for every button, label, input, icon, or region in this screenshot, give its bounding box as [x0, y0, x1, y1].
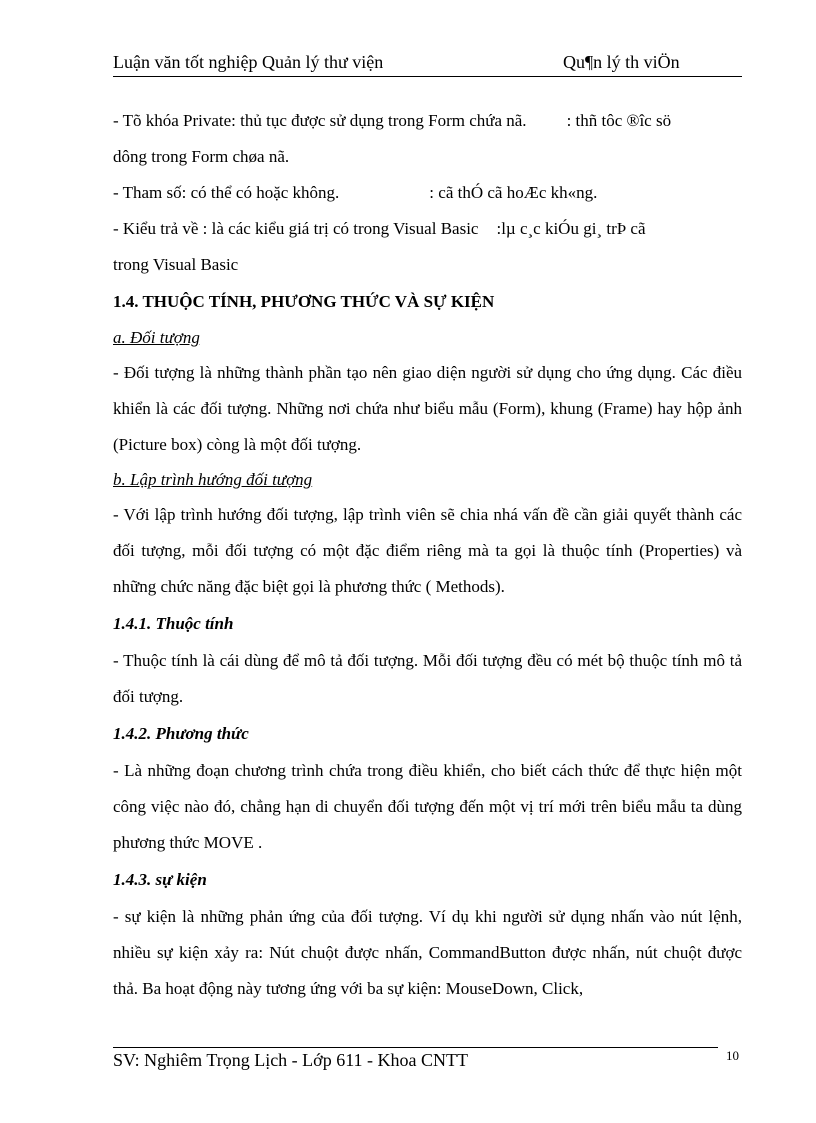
heading-1-4-1: 1.4.1. Thuộc tính: [113, 614, 234, 633]
subheading-doi-tuong: a. Đối tượng: [113, 328, 200, 347]
bullet-private: [113, 103, 742, 139]
bullet-return-type: [113, 211, 742, 247]
page-header: [113, 52, 742, 76]
paragraph-doi-tuong: - Đối tượng là những thành phần tạo nên giao diện người sử dụng cho ứng dụng. Các điều khiển là các đối tượng. Những nơi chứa như biểu mẫu (Form), khung (Frame) hay hộp ảnh (Picture box) còng là một đối tượng.: [113, 363, 742, 454]
paragraph-1-4-2: - Là những đoạn chương trình chứa trong điều khiển, cho biết cách thức để thực hiện một công việc nào đó, chẳng hạn di chuyển đối tượng đến một vị trí mới trên biểu mẫu ta dùng phương thức MOVE .: [113, 761, 742, 852]
paragraph-1-4-3: - sự kiện là những phản ứng của đối tượng. Ví dụ khi người sử dụng nhấn vào nút lệnh, nhiều sự kiện xảy ra: Nút chuột được nhấn, CommandButton được nhấn, nút chuột được thả. Ba hoạt động này tương ứng với ba sự kiện: MouseDown, Click,: [113, 907, 742, 998]
heading-1-4-2: 1.4.2. Phương thức: [113, 724, 249, 743]
bullet-return-type-text: - Kiểu trả về : là các kiểu giá trị có trong Visual Basic: [113, 219, 479, 238]
subheading-lap-trinh-huong-doi-tuong: b. Lập trình hướng đối tượng: [113, 470, 313, 489]
bullet-params-garbled: : cã thÓ cã hoÆc kh«ng.: [429, 183, 598, 202]
page-content: [113, 103, 742, 1007]
footer-rule: [113, 1047, 718, 1048]
bullet-return-type-continued: trong Visual Basic: [113, 255, 239, 274]
bullet-private-text: - Tõ khóa Private: thủ tục được sử dụng trong Form chứa nã.: [113, 111, 527, 130]
bullet-params-text: - Tham số: có thể có hoặc không.: [113, 183, 340, 202]
header-rule: [113, 76, 742, 77]
bullet-private-continued: dông trong Form chøa nã.: [113, 147, 290, 166]
page-number: 10: [726, 1048, 739, 1063]
paragraph-lap-trinh-huong-doi-tuong: - Với lập trình hướng đối tượng, lập trình viên sẽ chia nhá vấn đề cần giải quyết thành các đối tượng, mỗi đối tượng có một đặc điểm riêng mà ta gọi là thuộc tính (Properties) và những chức năng đặc biệt gọi là phương thức ( Methods).: [113, 505, 742, 596]
bullet-return-type-garbled: :lµ c¸c kiÓu gi¸ trÞ cã: [496, 219, 646, 238]
page-footer: SV: Nghiêm Trọng Lịch - Lớp 611 - Khoa CNTT: [113, 1050, 468, 1070]
heading-1-4-3: 1.4.3. sự kiện: [113, 870, 207, 889]
paragraph-1-4-1: - Thuộc tính là cái dùng để mô tả đối tượng. Mỗi đối tượng đều có mét bộ thuộc tính mô tả đối tượng.: [113, 651, 742, 706]
bullet-params: [113, 175, 742, 211]
header-left-title: Luận văn tốt nghiệp Quản lý thư viện: [113, 52, 384, 72]
bullet-private-garbled: : thñ tôc ®îc sö: [566, 111, 672, 130]
header-right-title: Qu¶n lý th viÖn: [563, 52, 680, 72]
section-heading-1-4: 1.4. THUỘC TÍNH, PHƯƠNG THỨC VÀ SỰ KIỆN: [113, 292, 495, 311]
